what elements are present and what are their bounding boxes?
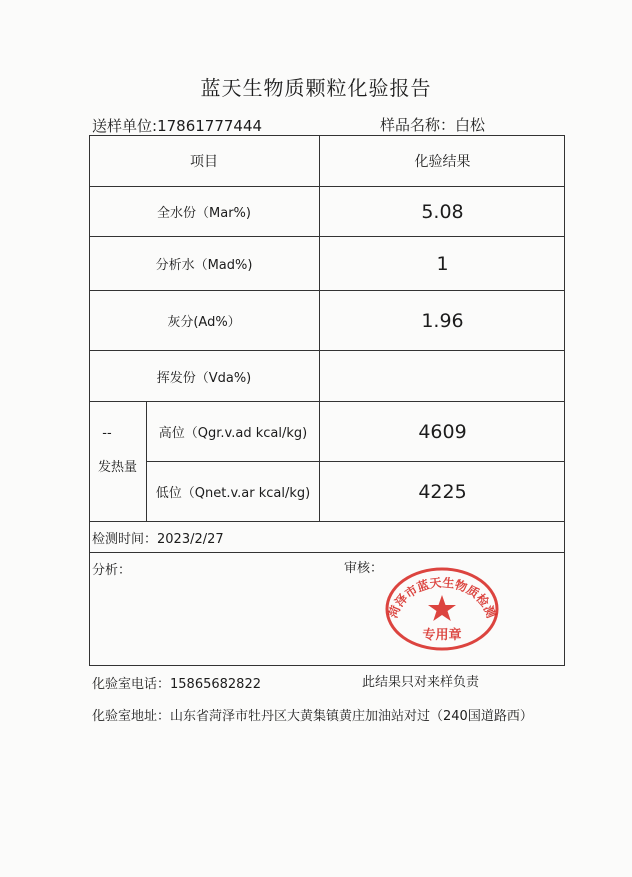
row-label-vda: 挥发份（Vda%)	[156, 370, 252, 386]
row-value-mad: 1	[436, 252, 449, 275]
lab-phone: 化验室电话：15865682822	[92, 677, 261, 692]
heat-high-value: 4609	[418, 420, 467, 443]
sample-label: 样品名称：	[380, 116, 456, 134]
star-icon	[428, 595, 456, 621]
heat-label: 发热量	[97, 459, 137, 475]
analysis-label: 分析：	[92, 563, 132, 578]
report-title: 蓝天生物质颗粒化验报告	[200, 76, 432, 100]
heat-low-label: 低位（Qnet.v.ar kcal/kg)	[155, 486, 311, 501]
row-label-mar: 全水份（Mar%)	[157, 206, 251, 221]
row-value-ash: 1.96	[421, 309, 464, 332]
official-stamp	[383, 565, 501, 651]
disclaimer: 此结果只对来样负责	[362, 675, 480, 690]
stamp-text: 菏泽市蓝天生物质检测	[385, 575, 499, 620]
sample-line	[380, 114, 485, 135]
row-label-mad: 分析水（Mad%)	[155, 258, 253, 273]
sender-line	[92, 115, 262, 136]
heat-dash: --	[102, 425, 112, 441]
row-value-mar: 5.08	[421, 200, 464, 223]
heat-low-value: 4225	[418, 480, 467, 503]
header-result: 化验结果	[414, 153, 471, 170]
heat-high-label: 高位（Qgr.v.ad kcal/kg)	[158, 426, 308, 441]
review-label: 审核：	[344, 561, 384, 576]
sender-label: 送样单位:	[92, 117, 158, 135]
lab-address: 化验室地址：山东省菏泽市牡丹区大黄集镇黄庄加油站对过（240国道路西）	[92, 709, 533, 724]
stamp-bottom-text: 专用章	[422, 628, 462, 643]
sender-value: 17861777444	[157, 117, 263, 135]
test-time: 检测时间：2023/2/27	[92, 532, 224, 547]
row-label-ash: 灰分(Ad%）	[167, 315, 241, 330]
sample-value: 白松	[455, 116, 486, 134]
header-item: 项目	[190, 153, 218, 170]
row-value-vda	[320, 351, 565, 401]
